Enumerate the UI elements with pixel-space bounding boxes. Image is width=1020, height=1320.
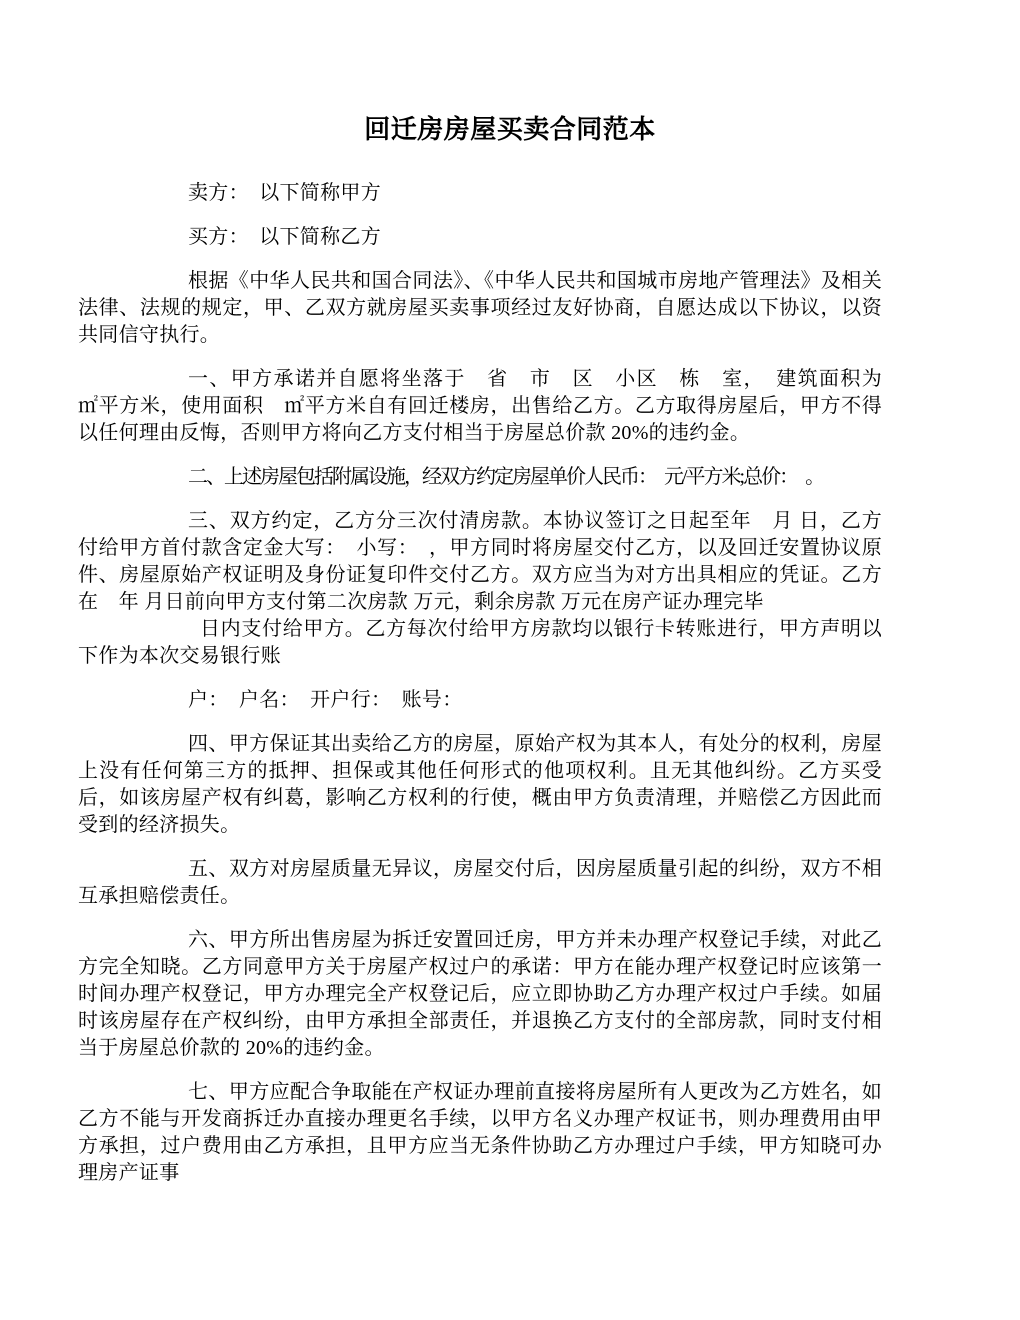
- paragraph-buyer-line: 买方： 以下简称乙方: [188, 226, 381, 248]
- paragraph-clause-7: 七、甲方应配合争取能在产权证办理前直接将房屋所有人更改为乙方姓名，如乙方不能与开发商拆迁办直接办理更名手续，以甲方名义办理产权证书，则办理费用由甲方承担，过户费用由乙方承担，且甲方应当无条件协助乙方办理过户手续，甲方知晓可办理房产证事: [78, 1081, 882, 1184]
- paragraph-clause-5: 五、双方对房屋质量无异议，房屋交付后，因房屋质量引起的纠纷，双方不相互承担赔偿责任。: [78, 858, 882, 907]
- paragraph-clause-3: 三、双方约定，乙方分三次付清房款。本协议签订之日起至年 月 日，乙方付给甲方首付款含定金大写： 小写： ，甲方同时将房屋交付乙方，以及回迁安置协议原件、房屋原始产权证明及身份证复印件交付乙方。双方应当为对方出具相应的凭证。乙方在 年 月日前向甲方支付第二次房款 万元，剩余房款 万元在房产证办理完毕: [78, 510, 882, 613]
- paragraph-clause-3-continuation: 日内支付给甲方。乙方每次付给甲方房款均以银行卡转账进行，甲方声明以下作为本次交易银行账: [78, 618, 882, 667]
- document-title: 回迁房房屋买卖合同范本: [364, 115, 656, 144]
- paragraph-bank-account-line: 户： 户名： 开户行： 账号：: [188, 689, 463, 711]
- paragraph-preamble: 根据《中华人民共和国合同法》、《中华人民共和国城市房地产管理法》及相关法律、法规的规定，甲、乙双方就房屋买卖事项经过友好协商，自愿达成以下协议，以资共同信守执行。: [78, 270, 882, 346]
- paragraph-clause-4: 四、甲方保证其出卖给乙方的房屋，原始产权为其本人，有处分的权利，房屋上没有任何第三方的抵押、担保或其他任何形式的他项权利。且无其他纠纷。乙方买受后，如该房屋产权有纠葛，影响乙方权利的行使，概由甲方负责清理，并赔偿乙方因此而受到的经济损失。: [78, 733, 882, 836]
- paragraph-clause-6: 六、甲方所出售房屋为拆迁安置回迁房，甲方并未办理产权登记手续，对此乙方完全知晓。乙方同意甲方关于房屋产权过户的承诺：甲方在能办理产权登记时应该第一时间办理产权登记，甲方办理完全产权登记后，应立即协助乙方办理产权过户手续。如届时该房屋存在产权纠纷，由甲方承担全部责任，并退换乙方支付的全部房款，同时支付相当于房屋总价款的 20%的违约金。: [78, 929, 882, 1059]
- paragraph-seller-line: 卖方： 以下简称甲方: [188, 182, 381, 204]
- paragraph-clause-2: 二、上述房屋包括附属设施，经双方约定房屋单价人民币： 元/平方米;总价： 。: [188, 466, 824, 488]
- paragraph-clause-1: 一、甲方承诺并自愿将坐落于 省 市 区 小区 栋 室， 建筑面积为 ㎡平方米，使用面积 ㎡平方米自有回迁楼房，出售给乙方。乙方取得房屋后，甲方不得以任何理由反悔，否则甲方将向乙方支付相当于房屋总价款 20%的违约金。: [78, 368, 903, 444]
